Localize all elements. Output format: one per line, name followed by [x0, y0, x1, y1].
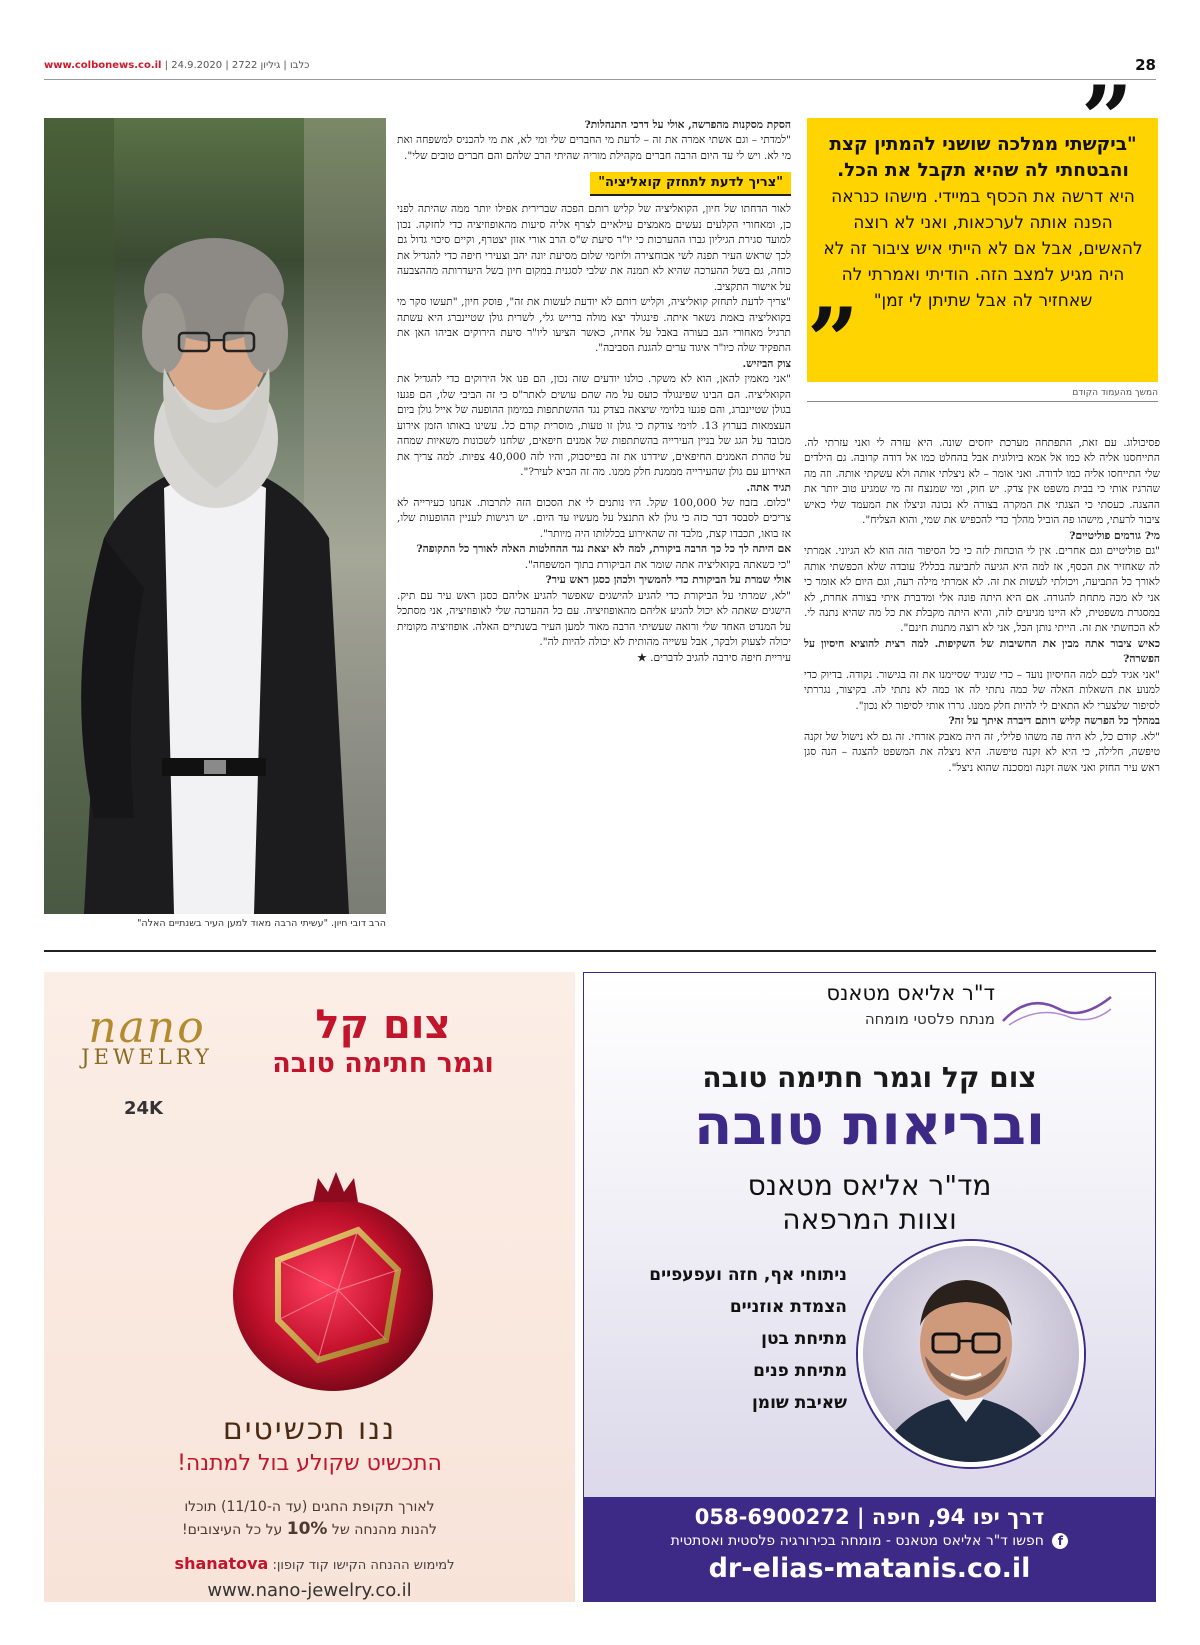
nano-pay-title: ננו תכשיטים: [222, 1412, 397, 1447]
article-photo: [44, 118, 386, 914]
paragraph: "גם פוליטיים וגם אחרים. אין לי הוכחות לזה כי כל הסיפור הזה הוא לא הגיוני. אמרתי לה שאחזיר את הכסף, אז למה היא הגיעה לתביעה בכלל? עובדה שלא הכפשתי אותה לאורך כל התביעה, ויכולתי לעשות את זה. לא אמרתי מילה רעה, וגם היום לא אומר כי אני לא מכה מתחת להגורה. אם היא היתה פונה אלי ומדברת איתי בצורה אחרת, לא במסגרת משפטית, לא היינו מגיעים לזה, והיא היתה מקבלת את כל מה שהיא נתנה לי. לא הכחשתי את זה. הייתי נותן הכל, אני לא רוצה מתנות חינם".: [804, 545, 1160, 635]
greeting-line: צום קל וגמר חתימה טובה: [702, 1061, 1037, 1094]
ad-footer: [584, 1497, 1155, 1602]
section-divider: [44, 950, 1156, 952]
paragraph: "לא, שמרתי על הביקורת כדי להגיע להישגים שאפשר להגיע אליהם כסגן ראש עיר עם תיק. הישגים שאתה לא יכול להגיע אליהם מהאופוזיציה. עם כל ההערכה שלי לאופוזיציה, אני מסתכל על המנדט האחד שלי ורואה שעשיתי הרבה מאוד למען העיר בשנתיים האלה. אופוזיציה מקומית יכולה לצעוק ולבקר, אבל עשייה מהותית לא יכולה להיות לה".: [397, 589, 791, 649]
article-column-right: [804, 436, 1160, 936]
nano-terms-line1: לאורך תקופת החגים (עד ה-11/10) תוכלו: [184, 1499, 435, 1515]
greeting-from: [584, 1169, 1155, 1237]
end-mark-icon: ★: [637, 651, 647, 664]
nano-terms-line2: [44, 1518, 575, 1541]
paragraph: "אני אגיד לכם למה החיסיון נועד – כדי שנגיד שסיימנו את זה בגישור. נקודה. בדיוק כדי למנוע את השאלות האלה של כמה נתתי לה או כמה לא נתתי לה. בקיצור, נגררתי לסיפור שלצערי לא התאים לי להיות חלק ממנו. גררו אותי לסיפור לא נכון".: [804, 668, 1160, 712]
clinic-address-phone[interactable]: דרך יפו 94, חיפה | 058-6900272: [694, 1505, 1045, 1529]
doctor-portrait-illustration: [858, 1246, 1079, 1467]
continued-label: המשך מהעמוד הקודם: [807, 388, 1158, 402]
nano-coupon-label: למימוש ההנחה הקישו קוד קופון:: [272, 1558, 455, 1573]
paragraph: "למדתי – וגם אשתי אמרה את זה – לדעת מי החברים שלי ומי לא, את מי להכניס למשפחה ואת מי לא. ויש לי עד היום הרבה חברים מקהילת מוריה שהיתי הרב שלהם והם חברים טובים שלי".: [397, 134, 791, 162]
question: אם היתה לך כל כך הרבה ביקורת, למה לא יצאת נגד ההחלטות האלה לאורך כל התקופה?: [416, 543, 791, 556]
pull-quote-text: [823, 132, 1143, 314]
nano-headline-2: וגמר חתימה טובה: [272, 1048, 494, 1079]
continued-wrapper: [807, 388, 1158, 408]
question: כאיש ציבור אתה מבין את החשיבות של השקיפות. למה רצית להוציא חיסיון על הפשרה?: [804, 637, 1160, 666]
nano-logo-word: nano: [88, 1002, 206, 1053]
header-meta: [44, 60, 309, 71]
nano-discount: 10%: [286, 1519, 328, 1539]
question: אולי שמרת על הביקורת כדי להמשיך ולכהן כסגן ראש עיר?: [545, 574, 791, 587]
question: צוק הביזיש.: [742, 357, 791, 370]
nano-coupon: [44, 1554, 575, 1573]
article: [44, 66, 1160, 938]
pull-quote-bold: "ביקשתי ממלכה שושני להמתין קצת והבטחתי לה שהיא תקבל את הכל.: [829, 134, 1137, 181]
pomegranate-icon: [208, 1150, 458, 1400]
facebook-line[interactable]: [584, 1533, 1155, 1549]
nano-terms-post: על כל העיצובים!: [182, 1522, 283, 1538]
paragraph: "לא. קודם כל, לא היה פה משהו פלילי, זה היה מאבק אזרחי. זה גם לא נישול של זקנה טיפשה, חלילה, כי היא לא זקנה טיפשה. היא ניצלה את המשפט להצגה – הנה סגן ראש עיר החזק ואני אשה זקנה ומסכנה שהוא ניצל".: [804, 730, 1160, 774]
nano-headline: [233, 1002, 533, 1080]
nano-karat: 24K: [124, 1098, 163, 1119]
doctor-title: מנתח פלסטי מומחה: [864, 1010, 995, 1028]
quote-close-icon: ”: [807, 288, 859, 394]
page-number: 28: [1135, 56, 1156, 74]
section-subheading: "צריך לדעת לתחזק קואליציה": [590, 172, 791, 196]
nano-website-link[interactable]: www.nano-jewelry.co.il: [207, 1580, 412, 1601]
service-item: מתיחת בטן: [761, 1329, 847, 1349]
article-column-middle: [397, 118, 791, 938]
nano-logo: [72, 1002, 222, 1069]
question: הסקת מסקנות מהפרשה, אולי על דרכי התנהלות?: [584, 119, 791, 131]
pull-quote-normal: היא דרשה את הכסף במיידי. מישהו כנראה הפנה אותה לערכאות, ואני לא רוצה להאשים, אבל אם לא הייתי איש ציבור זה לא היה מגיע למצב הזה. הודיתי ואמרתי לה שאחזיר לה אבל שתיתן לי זמן": [823, 187, 1143, 311]
paragraph: "צריך לדעת לתחזק קואליציה, וקליש רותם לא יודעת לעשות את זה", פוסק חיון, "תעשו סקר מי בקואליציה באמת נשאר איתה. פינגולד יצא מולה ברייש גלי, לשרית גולן שטיינברג היא עשתה תרגיל מאחורי הגב בעורה באבל על אחיה, כאשר הציעו ליו"ר סיעת הירוקים אביהו האן את התפקיד שלה כיו"ר איגוד ערים להגנת הסביבה".: [397, 296, 791, 355]
paragraph: "אני מאמין להאן, הוא לא משקר. כולנו יודעים שזה נכון, הם פנו אל הירוקים כדי להגדיל את הקואליציה. הם הבינו שפינגולד כועס על מה שהם עושים לאתר"ס כי זה הביבי שלו, הם פגעו בגולן שטיינברג, והם פגעו בלוימי שיצאה בצדק נגד ההשתתפות במימון ההופעה של אייל גולן ביום העצמאות בערוץ 13. לוימי צודקת כי גולן זו טעות, מוסרית קודם כל. עשינו באותו הזמן אירוע מכובד על הגג של בניין העירייה בהשתתפות של אמנים חיפאים, שלחנו לשכונות משאיות שמחה על טהרת האמנים החיפאים, שידרנו את זה בפייסבוק, והיו לזה 40,000 צפיות. למה צריך את האירוע עם גולן שהעירייה מממנת חלק ממנו. מה זה הביא לעיר?".: [397, 373, 791, 479]
nano-logo-sub: JEWELRY: [81, 1045, 213, 1069]
services-list: [617, 1259, 847, 1419]
paragraph: לאור הדחתו של חיון, הקואליציה של קליש רותם הפכה שברירית אפילו יותר ממה שהיתה לפני כן, ומאחורי הקלעים נעשים מאמצים עילאיים לצרף אליה סיעות מהאופוזיציה כדי לחזקה. נכון למועד סגירת הגיליון גברו ההערכות כי יו"ר סיעת ש"ס הרב אורי אזון יצטרף, וקיים סיכוי גדול גם לכך שראש העיר תפנה לשי אבוחצירה ולויזמי שלום מסיעת יונה יהב וצעירי חיפה כדי להגדיל את כוחה, גם בשל ההערכה שהיא לא תמנה את שלבי לסגנית במקום חיון בשל היעדרותה מההצבעה על אישור התקציב.: [397, 203, 791, 293]
service-item: מתיחת פנים: [753, 1361, 847, 1381]
paragraph: "כי כשאתה בקואליציה אתה שומר את הביקורת בתוך המשפחה".: [524, 558, 791, 571]
doctor-photo: [858, 1241, 1084, 1467]
service-item: הצמדת אוזניים: [729, 1297, 847, 1317]
page-header: [44, 58, 1156, 80]
closing-text: עיריית חיפה סירבה להגיב לדברים.: [650, 651, 791, 664]
doctor-name: ד"ר אליאס מטאנס: [826, 981, 995, 1005]
quote-open-icon: ”: [1081, 66, 1133, 172]
ad-dr-elias[interactable]: [583, 972, 1156, 1602]
question: במהלך כל הפרשה קליש רותם דיברה איתך על זה?: [948, 715, 1160, 728]
ad-nano-jewelry[interactable]: [44, 972, 575, 1602]
nano-pay: [44, 1412, 575, 1476]
facebook-icon: f: [1052, 1533, 1068, 1549]
nano-headline-1: צום קל: [315, 1002, 451, 1048]
paragraph: "כלום. בזבוז של 100,000 שקל. היו נותנים לי את הסכום הזה לתרבות. אנחנו כעירייה לא צריכים לסבסד דבר כזה כי גולן לא התנצל על מעשיו עד היום. יש רגישות לעניין ההופעות שלו, אז בואו, תכבדו קצת, מלבד זה שהאירוע בכללותו היה מיותר".: [397, 496, 791, 540]
service-item: ניתוחי אף, חזה ועפעפיים: [649, 1265, 847, 1285]
nano-pay-subtitle: התכשיט שקולע בול למתנה!: [177, 1451, 442, 1476]
photo-caption: הרב דובי חיון. "עשיתי הרבה מאוד למען העיר בשנתיים האלה": [137, 918, 386, 929]
question: מי? גורמים פוליטיים?: [1069, 529, 1160, 542]
service-item: שאיבת שומן: [751, 1393, 847, 1413]
nano-terms: [44, 1496, 575, 1541]
question: תגיד אתה.: [746, 481, 791, 494]
clinic-website-link[interactable]: dr-elias-matanis.co.il: [708, 1553, 1031, 1584]
greeting-from-team: וצוות המרפאה: [782, 1203, 957, 1236]
facebook-text: חפשו ד"ר אליאס מטאנס - מומחה בכירורגיה פלסטית ואסתטית: [670, 1533, 1044, 1549]
closing-line: [397, 651, 791, 666]
issue-info: | כלבו | גיליון 2722 | 24.9.2020: [164, 60, 310, 71]
paragraph: פסיכולוג. עם זאת, התפתחה מערכת יחסים שונה. היא עזרה לי ואני עזרתי לה. התייחסנו אליה לא כמו אל אמא ביולוגית אבל בהחלט כמו אל דודה קרובה. גם הילדים שלי התייחסו אליה כמו לדודה. ואני אומר – לא ניצלתי אותה ולא עשקתי אותה. וזה מה שהרגיז אותי כי בבית משפט אין צדק. יש חוק, ומי שמנצח זה מי שמגיע טוב יותר את ההצגה. כעסתי כי הצגתי את המקרה בצורה לא נכונה וניצלו את המעמד שלי כאיש ציבור לרעתי, מישהו פה הוביל מהלך כדי להכפיש את שמי, והוא הצליח".: [804, 437, 1160, 527]
greeting-from-doctor: מד"ר אליאס מטאנס: [747, 1169, 992, 1202]
portrait-illustration: [44, 118, 386, 914]
nano-terms-pre: להנות מהנחה של: [331, 1522, 437, 1538]
nano-coupon-code: shanatova: [174, 1554, 269, 1573]
greeting-headline: ובריאות טובה: [693, 1093, 1046, 1158]
site-url[interactable]: www.colbonews.co.il: [44, 60, 162, 71]
clinic-logo-icon: [999, 987, 1115, 1031]
